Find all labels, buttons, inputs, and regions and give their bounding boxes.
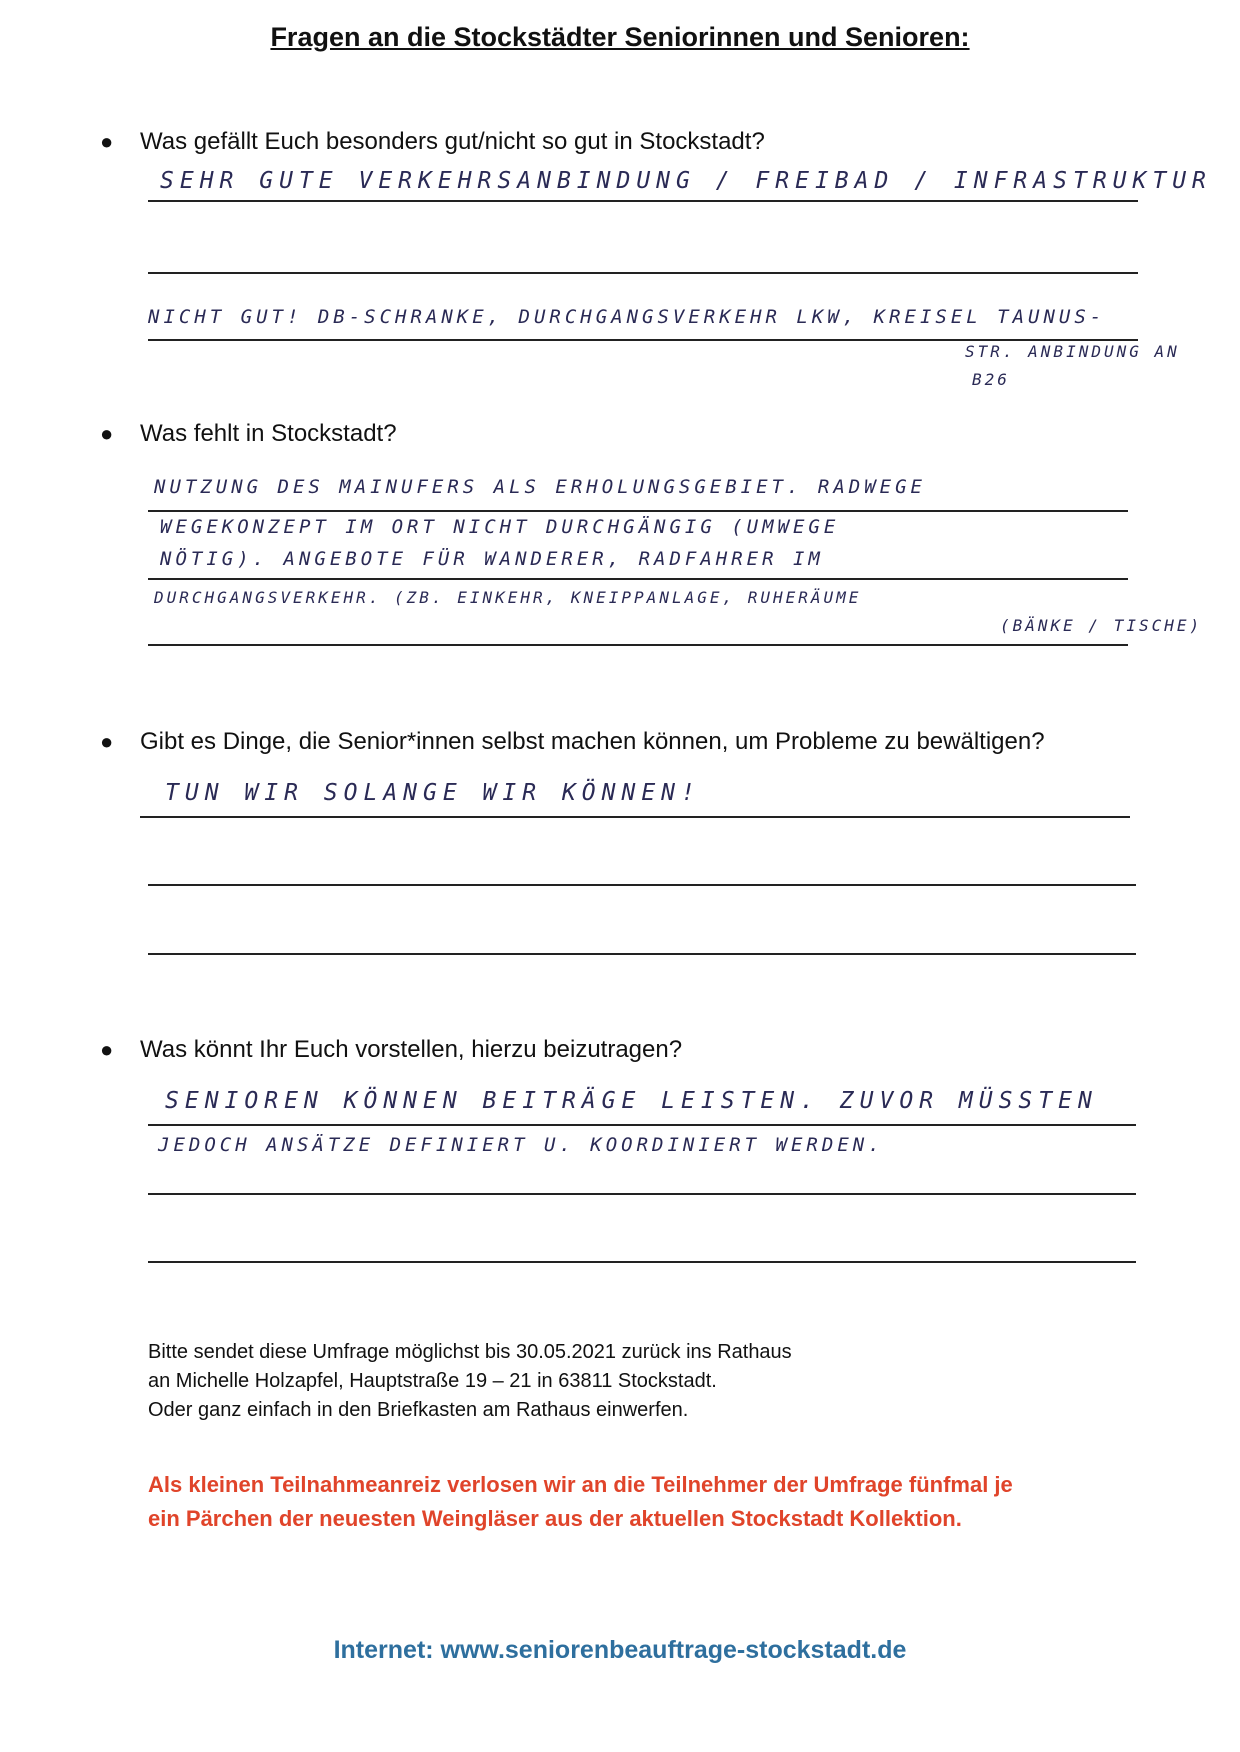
- question-2: [100, 420, 397, 448]
- bullet-icon: ●: [100, 129, 114, 154]
- answer-rule: [148, 578, 1128, 580]
- question-4: [100, 1036, 682, 1064]
- question-1: [100, 128, 765, 156]
- answer-1-line-3: STR. ANBINDUNG AN: [965, 342, 1180, 361]
- answer-rule: [148, 339, 1138, 341]
- answer-rule: [148, 272, 1138, 274]
- answer-rule: [148, 884, 1136, 886]
- answer-rule: [148, 200, 1138, 202]
- answer-1-line-1: SEHR GUTE VERKEHRSANBINDUNG / FREIBAD / INFRASTRUKTUR: [160, 168, 1212, 194]
- answer-1-line-2: NICHT GUT! DB-SCHRANKE, DURCHGANGSVERKEHR LKW, KREISEL TAUNUS-: [148, 306, 1106, 328]
- promo-text: [148, 1468, 1198, 1536]
- answer-rule: [148, 1193, 1136, 1195]
- answer-rule: [148, 510, 1128, 512]
- bullet-icon: ●: [100, 421, 114, 446]
- question-3-text: Gibt es Dinge, die Senior*innen selbst machen können, um Probleme zu bewältigen?: [140, 728, 1045, 755]
- question-4-text: Was könnt Ihr Euch vorstellen, hierzu beizutragen?: [140, 1036, 683, 1063]
- question-3: [100, 728, 1045, 756]
- answer-4-line-2: JEDOCH ANSÄTZE DEFINIERT U. KOORDINIERT WERDEN.: [158, 1134, 884, 1156]
- bullet-icon: ●: [100, 1037, 114, 1062]
- answer-2-line-2: WEGEKONZEPT IM ORT NICHT DURCHGÄNGIG (UMWEGE: [160, 516, 840, 538]
- answer-rule: [148, 1124, 1136, 1126]
- footer-website: Internet: www.seniorenbeauftrage-stockstadt.de: [333, 1636, 907, 1664]
- info-line: Bitte sendet diese Umfrage möglichst bis 30.05.2021 zurück ins Rathaus: [148, 1341, 792, 1363]
- page-title: Fragen an die Stockstädter Seniorinnen und Senioren:: [270, 22, 970, 52]
- bullet-icon: ●: [100, 729, 114, 754]
- answer-rule: [148, 953, 1136, 955]
- info-line: Oder ganz einfach in den Briefkasten am Rathaus einwerfen.: [148, 1399, 689, 1421]
- answer-rule: [148, 1261, 1136, 1263]
- answer-4-line-1: SENIOREN KÖNNEN BEITRÄGE LEISTEN. ZUVOR MÜSSTEN: [165, 1088, 1098, 1114]
- answer-2-line-1: NUTZUNG DES MAINUFERS ALS ERHOLUNGSGEBIET. RADWEGE: [154, 476, 926, 498]
- question-1-text: Was gefällt Euch besonders gut/nicht so gut in Stockstadt?: [140, 128, 765, 155]
- info-line: an Michelle Holzapfel, Hauptstraße 19 – 21 in 63811 Stockstadt.: [148, 1370, 717, 1392]
- answer-rule: [140, 816, 1130, 818]
- answer-2-line-4: DURCHGANGSVERKEHR. (ZB. EINKEHR, KNEIPPANLAGE, RUHERÄUME: [154, 588, 862, 607]
- answer-2-line-3: NÖTIG). ANGEBOTE FÜR WANDERER, RADFAHRER IM: [160, 548, 824, 570]
- question-2-text: Was fehlt in Stockstadt?: [140, 420, 397, 447]
- return-instructions: [148, 1338, 792, 1425]
- answer-3-line-1: TUN WIR SOLANGE WIR KÖNNEN!: [165, 780, 701, 806]
- answer-1-line-4: B26: [972, 370, 1010, 389]
- answer-rule: [148, 644, 1128, 646]
- answer-2-line-5: (BÄNKE / TISCHE): [1000, 616, 1203, 635]
- promo-line: Als kleinen Teilnahmeanreiz verlosen wir an die Teilnehmer der Umfrage fünfmal je: [148, 1472, 1013, 1497]
- promo-line: ein Pärchen der neuesten Weingläser aus der aktuellen Stockstadt Kollektion.: [148, 1506, 962, 1531]
